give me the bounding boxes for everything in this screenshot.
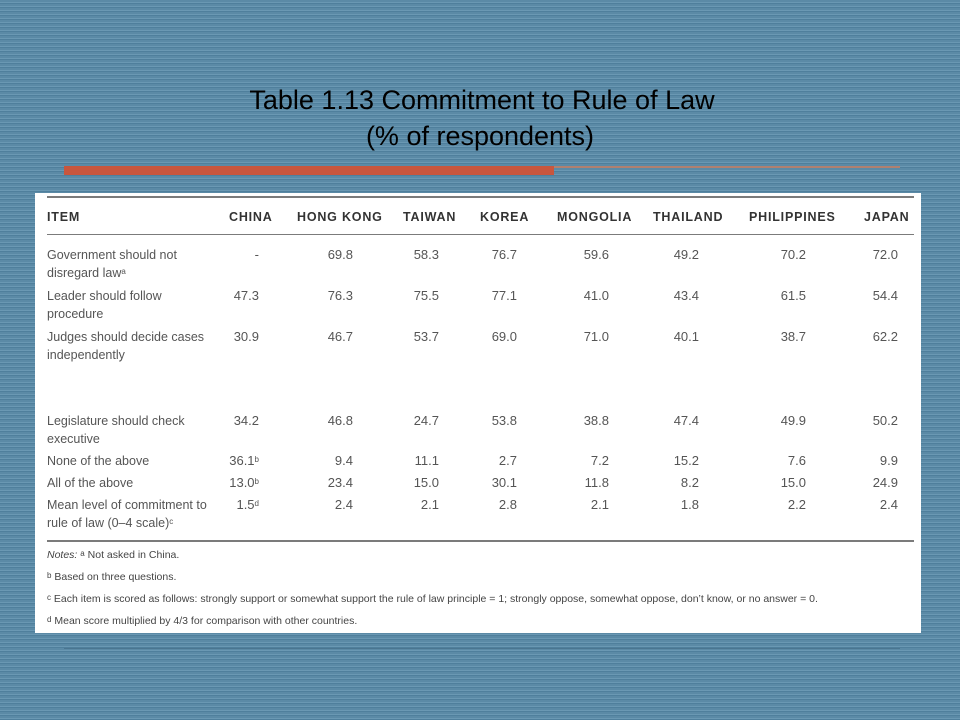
header-china: CHINA xyxy=(229,210,273,224)
title-line-1: Table 1.13 Commitment to Rule of Law xyxy=(249,85,715,115)
cell-japan: 2.4 xyxy=(879,497,898,512)
cell-thailand: 47.4 xyxy=(673,413,699,428)
cell-taiwan: 75.5 xyxy=(413,288,439,303)
cell-japan: 9.9 xyxy=(879,453,898,468)
cell-mongolia: 7.2 xyxy=(590,453,609,468)
header-item: ITEM xyxy=(47,210,81,224)
header-thailand: THAILAND xyxy=(653,210,724,224)
cell-thailand: 40.1 xyxy=(673,329,699,344)
cell-japan: 50.2 xyxy=(872,413,898,428)
cell-china: 1.5$^d$ xyxy=(236,497,259,512)
cell-philippines: 15.0 xyxy=(780,475,806,490)
cell-korea: 69.0 xyxy=(491,329,517,344)
cell-thailand: 49.2 xyxy=(673,247,699,262)
cell-mongolia: 11.8 xyxy=(584,475,609,490)
cell-hong-kong: 76.3 xyxy=(327,288,353,303)
cell-thailand: 43.4 xyxy=(673,288,699,303)
cell-taiwan: 2.1 xyxy=(420,497,439,512)
row-label-all: All of the above xyxy=(47,476,134,490)
accent-bar xyxy=(64,166,554,175)
note-c: $^c$ Each item is scored as follows: strongly support or somewhat support the rule of law principle = 1; strongly oppose, somewhat oppose, don’t know, or no answer = 0. xyxy=(47,593,818,605)
cell-thailand: 1.8 xyxy=(680,497,699,512)
row-label-leader: Leader should follow procedure xyxy=(47,289,162,321)
cell-china: 34.2 xyxy=(233,413,259,428)
row-label-none: None of the above xyxy=(47,454,150,468)
cell-mongolia: 38.8 xyxy=(583,413,609,428)
cell-korea: 2.8 xyxy=(498,497,517,512)
slide-bottom-line xyxy=(64,648,900,649)
cell-hong-kong: 2.4 xyxy=(334,497,353,512)
cell-philippines: 49.9 xyxy=(780,413,806,428)
cell-mongolia: 41.0 xyxy=(583,288,609,303)
cell-taiwan: 11.1 xyxy=(414,453,439,468)
accent-line xyxy=(554,166,900,168)
cell-thailand: 8.2 xyxy=(680,475,699,490)
cell-japan: 54.4 xyxy=(872,288,898,303)
row-label-judges: Judges should decide cases independently xyxy=(47,330,205,362)
header-hong-kong: HONG KONG xyxy=(297,210,383,224)
cell-korea: 53.8 xyxy=(491,413,517,428)
cell-japan: 24.9 xyxy=(872,475,898,490)
cell-taiwan: 15.0 xyxy=(413,475,439,490)
cell-korea: 76.7 xyxy=(491,247,517,262)
cell-taiwan: 58.3 xyxy=(413,247,439,262)
header-philippines: PHILIPPINES xyxy=(749,210,836,224)
table-card xyxy=(35,193,921,633)
note-a: Notes: $^a$ Not asked in China. xyxy=(47,549,180,561)
cell-philippines: 2.2 xyxy=(787,497,806,512)
slide-title xyxy=(0,82,960,154)
cell-philippines: 38.7 xyxy=(780,329,806,344)
cell-hong-kong: 46.8 xyxy=(327,413,353,428)
cell-hong-kong: 46.7 xyxy=(327,329,353,344)
table-top-rule xyxy=(47,196,914,198)
cell-china: 13.0$^b$ xyxy=(229,475,259,490)
cell-mongolia: 2.1 xyxy=(590,497,609,512)
note-b: $^b$ Based on three questions. xyxy=(47,571,177,583)
note-d: $^d$ Mean score multiplied by 4/3 for comparison with other countries. xyxy=(47,615,358,627)
cell-china: 36.1$^b$ xyxy=(229,453,259,468)
header-japan: JAPAN xyxy=(864,210,910,224)
cell-korea: 2.7 xyxy=(498,453,517,468)
cell-japan: 62.2 xyxy=(872,329,898,344)
row-label-legislature: Legislature should check executive xyxy=(47,414,185,446)
cell-thailand: 15.2 xyxy=(673,453,699,468)
header-taiwan: TAIWAN xyxy=(403,210,457,224)
cell-hong-kong: 69.8 xyxy=(327,247,353,262)
cell-japan: 72.0 xyxy=(872,247,898,262)
cell-philippines: 70.2 xyxy=(780,247,806,262)
table-bottom-rule xyxy=(47,540,914,542)
cell-taiwan: 53.7 xyxy=(413,329,439,344)
table-header-rule xyxy=(47,234,914,235)
cell-china: - xyxy=(254,247,259,262)
row-label-mean: Mean level of commitment to rule of law (0–4 scale)$^c$ xyxy=(47,498,207,530)
header-mongolia: MONGOLIA xyxy=(557,210,633,224)
cell-hong-kong: 23.4 xyxy=(327,475,353,490)
cell-korea: 77.1 xyxy=(491,288,517,303)
cell-mongolia: 71.0 xyxy=(583,329,609,344)
cell-hong-kong: 9.4 xyxy=(334,453,353,468)
cell-korea: 30.1 xyxy=(491,475,517,490)
title-line-2: (% of respondents) xyxy=(365,121,595,151)
row-label-government: Government should not disregard law$^a$ xyxy=(47,248,177,280)
cell-mongolia: 59.6 xyxy=(583,247,609,262)
cell-philippines: 61.5 xyxy=(780,288,806,303)
cell-taiwan: 24.7 xyxy=(413,413,439,428)
cell-china: 30.9 xyxy=(233,329,259,344)
cell-philippines: 7.6 xyxy=(787,453,806,468)
header-korea: KOREA xyxy=(480,210,530,224)
cell-china: 47.3 xyxy=(233,288,259,303)
